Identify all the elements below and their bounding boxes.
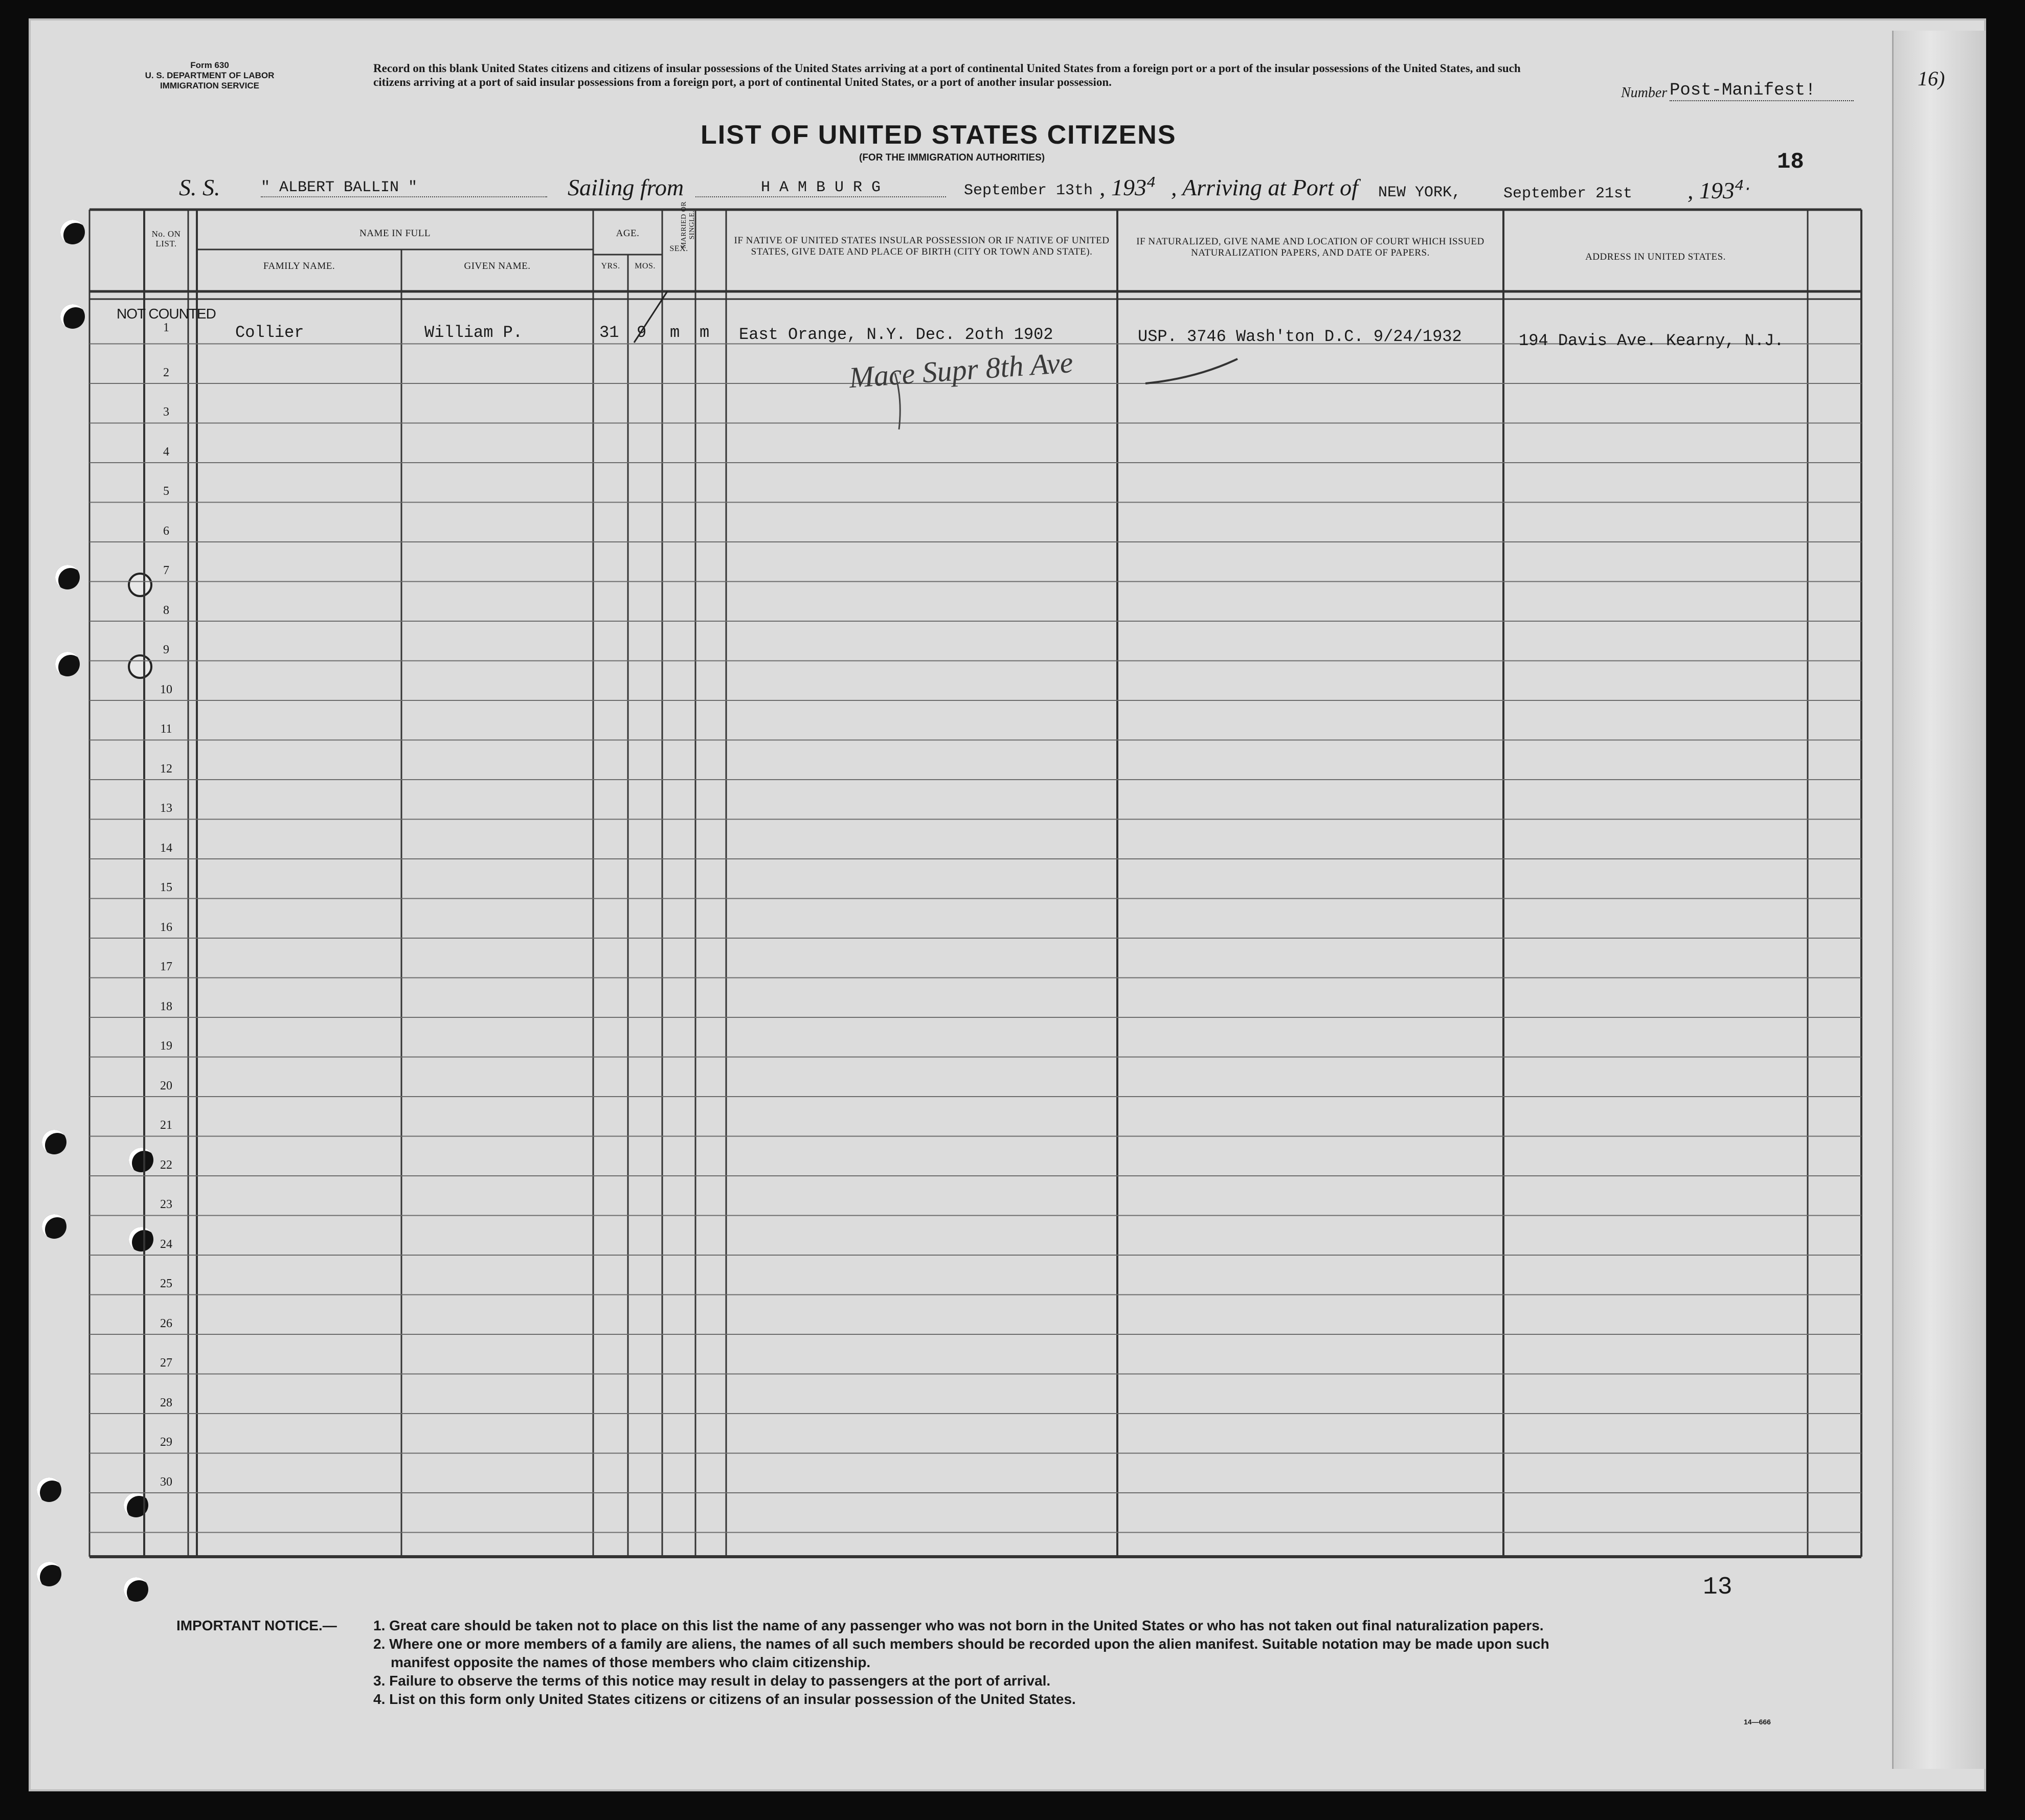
row-number: 20 xyxy=(160,1079,172,1093)
corner-note: 16) xyxy=(1918,67,1945,90)
notice-item-3: 3. Failure to observe the terms of this notice may result in delay to passengers at the port of arrival. xyxy=(373,1673,1051,1689)
row-number: 25 xyxy=(160,1277,172,1290)
row-number: 18 xyxy=(160,999,172,1013)
address-cell: 194 Davis Ave. Kearny, N.J. xyxy=(1519,331,1784,350)
header-married: MARRIED OR SINGLE. xyxy=(680,201,696,249)
row-number: 6 xyxy=(163,524,169,538)
row-number: 29 xyxy=(160,1436,172,1449)
sailing-year-suffix: 4 xyxy=(1146,174,1156,192)
page-subtitle: (FOR THE IMMIGRATION AUTHORITIES) xyxy=(859,152,1045,163)
row-number: 9 xyxy=(163,643,169,656)
number-value: Post-Manifest! xyxy=(1670,81,1854,101)
arriving-year-suffix: 4. xyxy=(1735,177,1753,195)
age-months-cell: 9 xyxy=(637,323,647,342)
row-number: 3 xyxy=(163,405,169,419)
sheet-number: 18 xyxy=(1777,149,1804,175)
arriving-year-prefix: , 193 xyxy=(1688,177,1735,203)
age-strike-mark xyxy=(624,286,675,348)
header-name-in-full: NAME IN FULL xyxy=(359,228,431,239)
arriving-date: September 21st xyxy=(1503,185,1633,202)
notice-item-2: 2. Where one or more members of a family are aliens, the names of all such members should be recorded upon the alien manifest. Suitable notation may be made upon such xyxy=(373,1636,1549,1652)
arriving-port: NEW YORK, xyxy=(1378,184,1461,201)
number-label: Number xyxy=(1621,85,1668,101)
birth-cell: East Orange, N.Y. Dec. 2oth 1902 xyxy=(739,325,1053,344)
handwritten-note: Mace Supr 8th Ave xyxy=(848,345,1074,395)
row-number: 15 xyxy=(160,881,172,894)
department: U. S. DEPARTMENT OF LABOR xyxy=(145,71,275,80)
row-number: 27 xyxy=(160,1356,172,1370)
header-family-name: FAMILY NAME. xyxy=(263,261,335,271)
bottom-number: 13 xyxy=(1703,1574,1732,1601)
page-title: LIST OF UNITED STATES CITIZENS xyxy=(701,120,1177,150)
service: IMMIGRATION SERVICE xyxy=(160,81,259,90)
row-number: 5 xyxy=(163,485,169,498)
header-yrs: YRS. xyxy=(601,262,620,270)
not-counted-stamp: NOT COUNTED xyxy=(117,306,216,322)
form-number: Form 630 xyxy=(190,60,229,70)
row-number: 28 xyxy=(160,1396,172,1409)
row-number: 12 xyxy=(160,762,172,776)
sailing-label: Sailing from xyxy=(568,174,684,200)
sailing-from: H A M B U R G xyxy=(695,179,946,197)
row-number: 22 xyxy=(160,1158,172,1172)
instructions: Record on this blank United States citizens and citizens of insular possessions of the United States arriving at a port of continental United States from a foreign port or a port of the insular possessions of the United States, and such citizens arriving at a port of said insular possessions from a foreign port, a port of continental United States, or a port of another insular possession. xyxy=(373,62,1521,88)
given-name-cell: William P. xyxy=(424,323,523,342)
header-age: AGE. xyxy=(616,228,640,239)
notice-item-2-cont: manifest opposite the names of those members who claim citizenship. xyxy=(391,1654,871,1670)
notice-heading: IMPORTANT NOTICE.— xyxy=(176,1618,337,1633)
notice-item-1: 1. Great care should be taken not to place on this list the name of any passenger who was not born in the United States or who has not taken out final naturalization papers. xyxy=(373,1618,1544,1633)
notice-item-4: 4. List on this form only United States citizens or citizens of an insular possession of the United States. xyxy=(373,1691,1076,1707)
row-number: 7 xyxy=(163,564,169,577)
row-number: 8 xyxy=(163,603,169,617)
row-number: 26 xyxy=(160,1316,172,1330)
naturalized-cell: USP. 3746 Wash'ton D.C. 9/24/1932 xyxy=(1138,327,1462,346)
row-number: 17 xyxy=(160,960,172,973)
row-number: 4 xyxy=(163,445,169,459)
header-no-on-list: No. ON LIST. xyxy=(151,229,181,248)
row-number: 11 xyxy=(160,722,172,736)
row-number: 30 xyxy=(160,1475,172,1489)
ship-name: " ALBERT BALLIN " xyxy=(261,179,547,197)
header-sex: SEX. xyxy=(669,244,688,253)
row-number: 2 xyxy=(163,366,169,379)
notice-items xyxy=(373,1617,1841,1709)
sailing-year-prefix: , 193 xyxy=(1099,174,1146,200)
sailing-date: September 13th xyxy=(964,182,1093,199)
row-number: 19 xyxy=(160,1039,172,1053)
handwritten-stroke xyxy=(839,353,1248,435)
header-birth: IF NATIVE OF UNITED STATES INSULAR POSSESSION OR IF NATIVE OF UNITED STATES, GIVE DATE AND PLACE OF BIRTH (CITY OR TOWN AND STATE). xyxy=(734,235,1110,257)
row-number: 21 xyxy=(160,1119,172,1132)
row-number: 23 xyxy=(160,1198,172,1211)
row-number: 10 xyxy=(160,682,172,696)
row-number: 14 xyxy=(160,841,172,855)
row-number: 13 xyxy=(160,802,172,815)
header-naturalized: IF NATURALIZED, GIVE NAME AND LOCATION OF COURT WHICH ISSUED NATURALIZATION PAPERS, AND DATE OF PAPERS. xyxy=(1136,236,1484,258)
header-mos: MOS. xyxy=(635,262,656,270)
arriving-label: , Arriving at Port of xyxy=(1171,174,1358,200)
age-years-cell: 31 xyxy=(599,323,619,342)
ss-label: S. S. xyxy=(179,174,220,200)
print-code: 14—666 xyxy=(1744,1718,1771,1726)
header-given-name: GIVEN NAME. xyxy=(464,261,531,271)
sex-cell: m xyxy=(670,323,680,342)
row-number: 1 xyxy=(163,321,169,334)
header-address: ADDRESS IN UNITED STATES. xyxy=(1585,252,1726,262)
married-cell: m xyxy=(700,323,710,342)
row-number: 24 xyxy=(160,1237,172,1251)
family-name-cell: Collier xyxy=(235,323,304,342)
row-number: 16 xyxy=(160,920,172,934)
